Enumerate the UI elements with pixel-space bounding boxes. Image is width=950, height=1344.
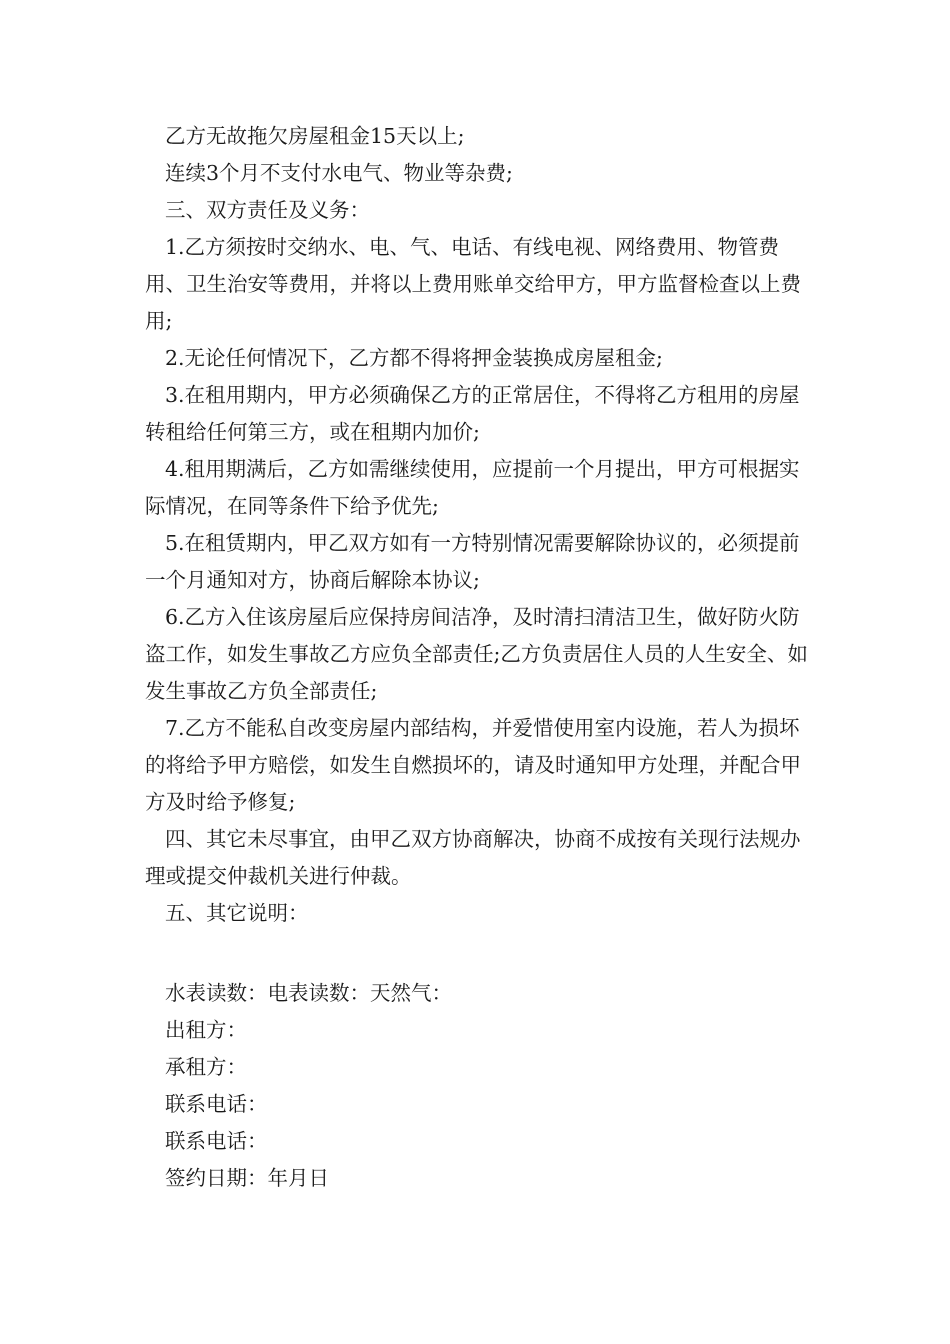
- section-four-other-matters: 四、其它未尽事宜，由甲乙双方协商解决，协商不成按有关现行法规办理或提交仲裁机关进行仲裁。: [145, 827, 801, 888]
- clause-7: 7.乙方不能私自改变房屋内部结构，并爱惜使用室内设施，若人为损坏的将给予甲方赔偿，如发生自燃损坏的，请及时通知甲方处理，并配合甲方及时给予修复;: [145, 716, 801, 814]
- lessee-line: 承租方：: [165, 1055, 247, 1079]
- contact-phone-line: 联系电话：: [165, 1129, 268, 1153]
- clause-1: 1.乙方须按时交纳水、电、气、电话、有线电视、网络费用、物管费用、卫生治安等费用，并将以上费用账单交给甲方，甲方监督检查以上费用;: [145, 235, 801, 333]
- contact-phone-line: 联系电话：: [165, 1092, 268, 1116]
- signoff-block: [145, 975, 810, 1197]
- meter-readings-line: 水表读数：电表读数：天然气：: [165, 981, 452, 1005]
- paragraph-utilities-arrears: 连续3个月不支付水电气、物业等杂费;: [165, 161, 513, 185]
- signing-date-line: 签约日期：年月日: [165, 1166, 329, 1190]
- clause-3: 3.在租用期内，甲方必须确保乙方的正常居住，不得将乙方租用的房屋转租给任何第三方，或在租期内加价;: [145, 383, 800, 444]
- paragraph-rent-arrears: 乙方无故拖欠房屋租金15天以上;: [165, 124, 465, 148]
- clause-5: 5.在租赁期内，甲乙双方如有一方特别情况需要解除协议的，必须提前一个月通知对方，协商后解除本协议;: [145, 531, 800, 592]
- clause-6: 6.乙方入住该房屋后应保持房间洁净，及时清扫清洁卫生，做好防火防盗工作，如发生事故乙方应负全部责任;乙方负责居住人员的人生安全、如发生事故乙方负全部责任;: [145, 605, 808, 703]
- section-heading-duties: 三、双方责任及义务：: [165, 198, 370, 222]
- lessor-line: 出租方：: [165, 1018, 247, 1042]
- section-five-notes: 五、其它说明：: [165, 901, 309, 925]
- clause-2: 2.无论任何情况下，乙方都不得将押金装换成房屋租金;: [165, 346, 663, 370]
- clause-4: 4.租用期满后，乙方如需继续使用，应提前一个月提出，甲方可根据实际情况，在同等条件下给予优先;: [145, 457, 800, 518]
- contract-body: [145, 118, 810, 932]
